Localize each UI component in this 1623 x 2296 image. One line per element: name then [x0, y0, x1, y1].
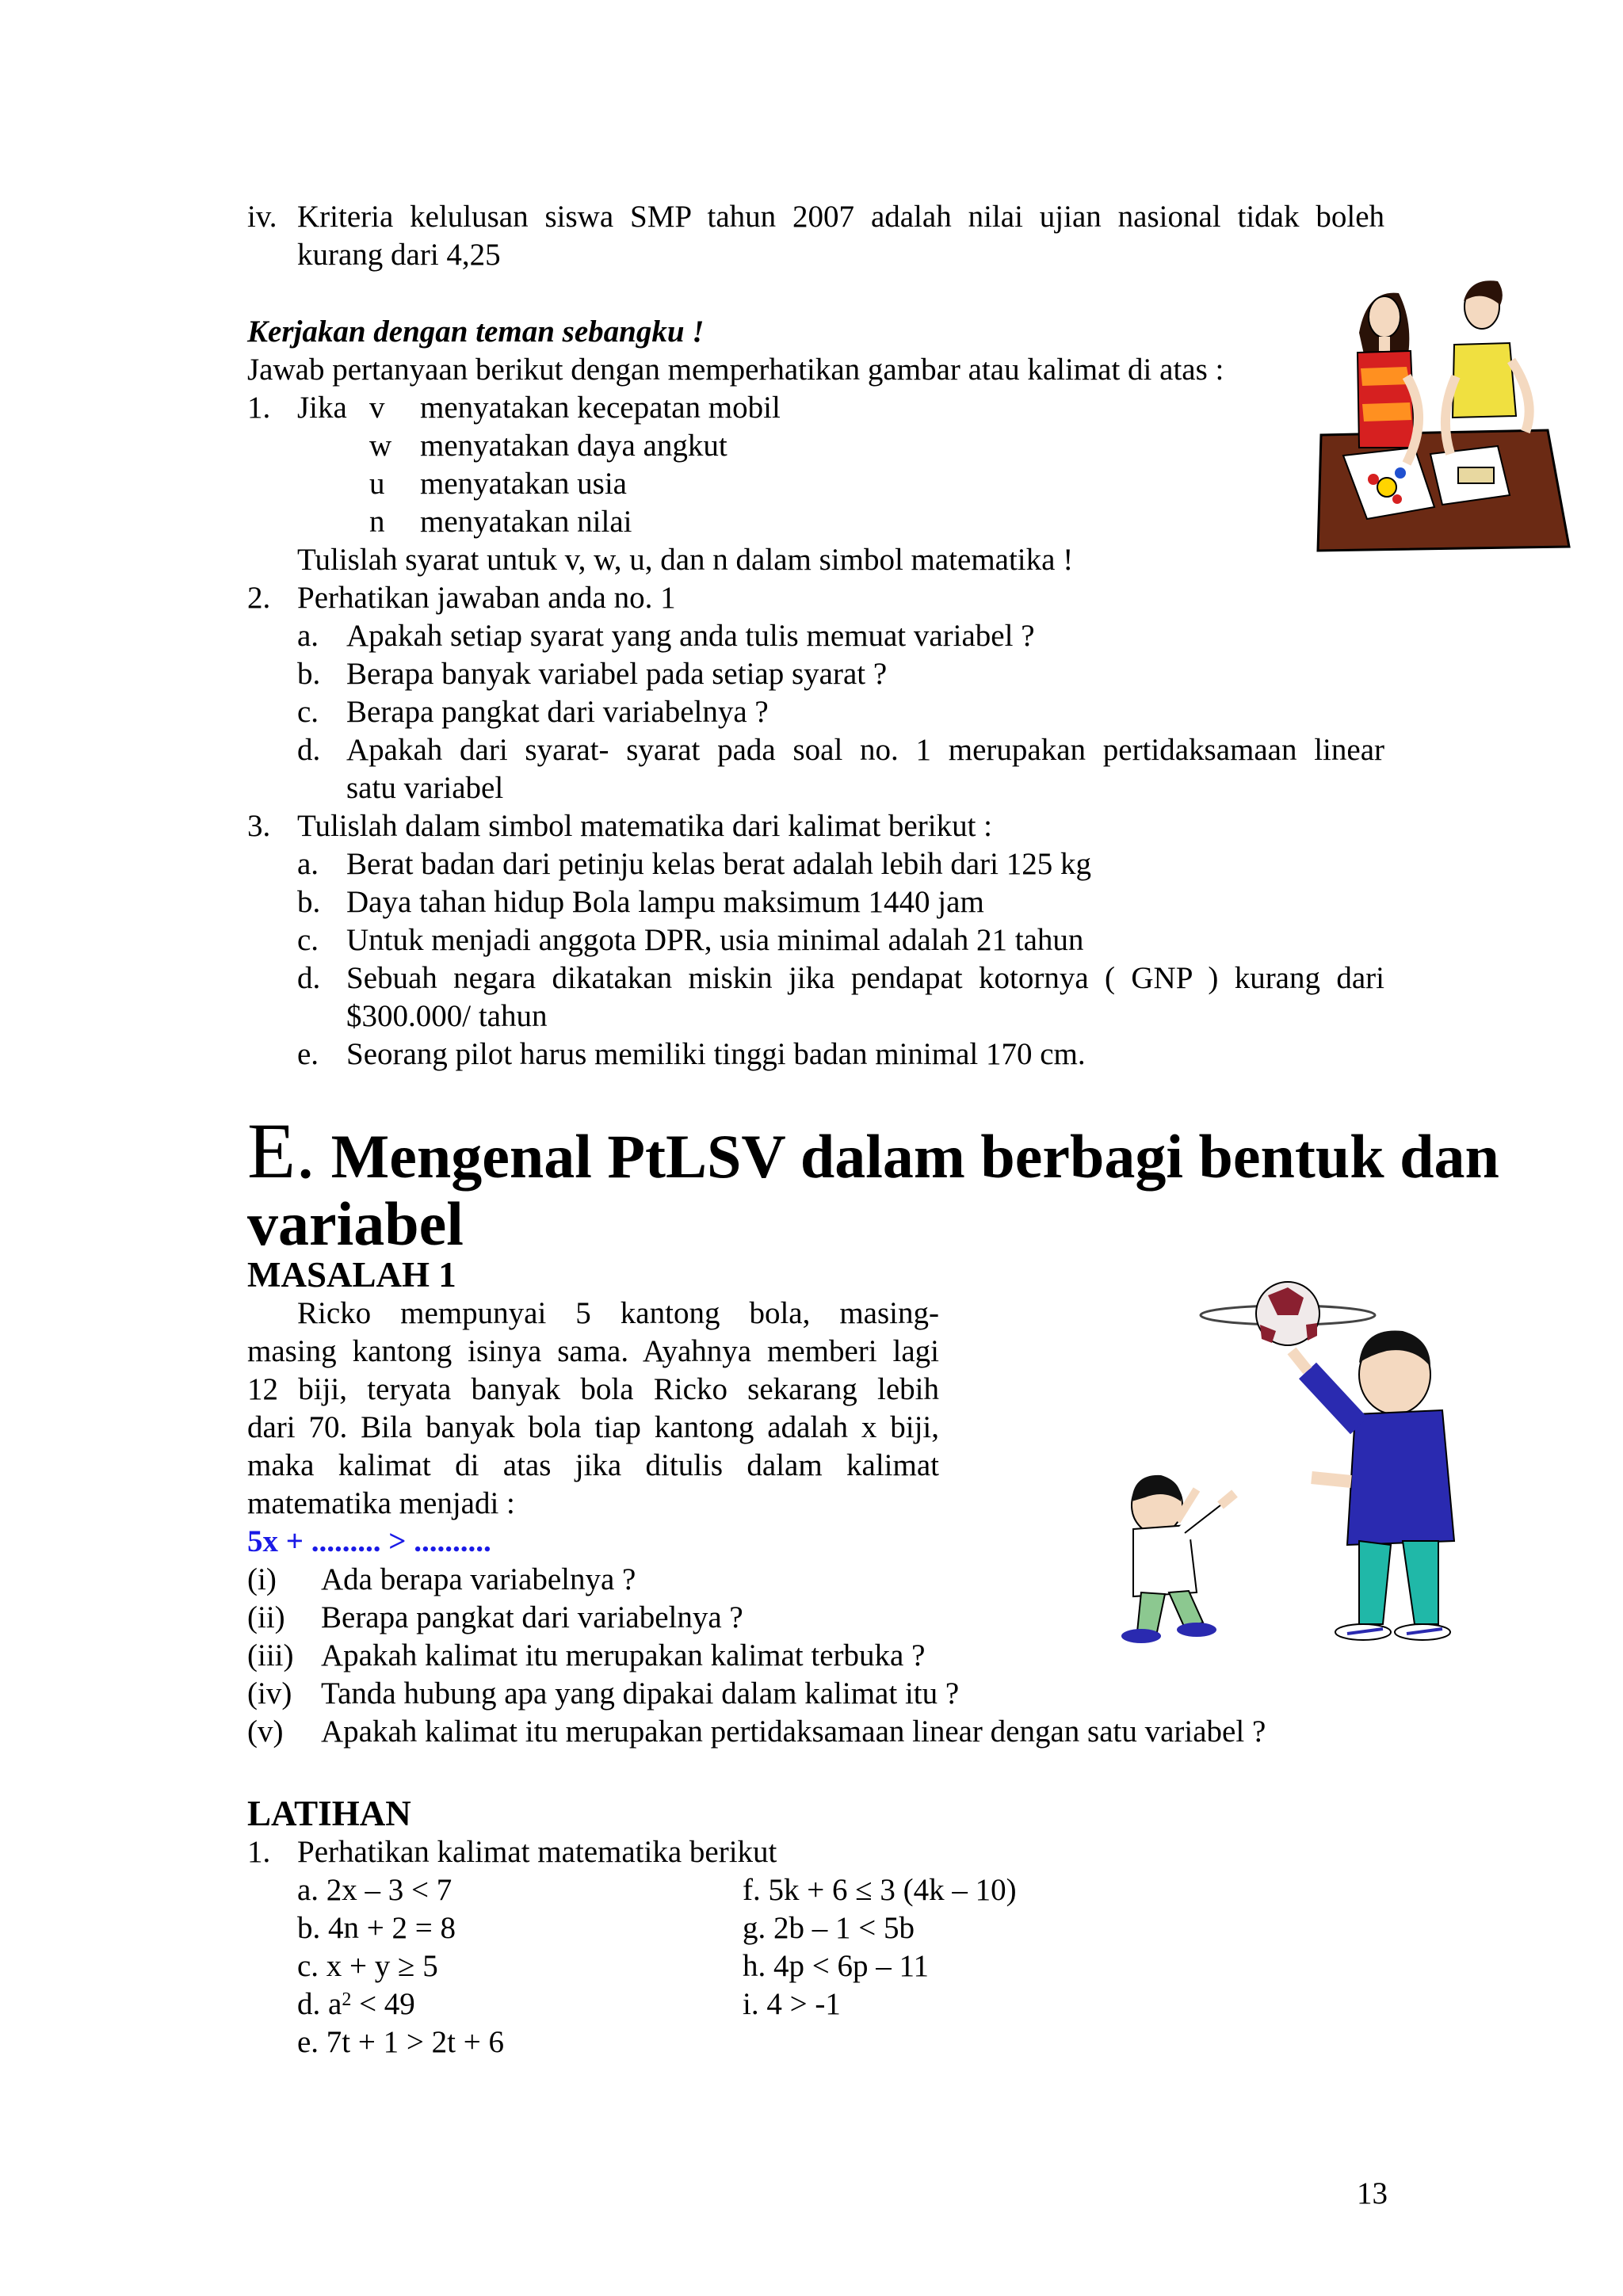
- q1-instruction: Tulislah syarat untuk v, w, u, dan n dalam simbol matematika !: [297, 543, 1074, 577]
- latihan-item-g: g. 2b – 1 < 5b: [743, 1911, 915, 1945]
- q2-text: Perhatikan jawaban anda no. 1: [297, 581, 676, 615]
- q2-label-b: b.: [297, 657, 321, 691]
- masalah-q1-marker: (i): [247, 1562, 277, 1596]
- latihan-heading: LATIHAN: [247, 1794, 411, 1833]
- q1-var-v-desc: menyatakan kecepatan mobil: [420, 391, 781, 425]
- masalah-q2: Berapa pangkat dari variabelnya ?: [321, 1600, 743, 1634]
- masalah-q4-marker: (iv): [247, 1676, 292, 1711]
- masalah-line1: Ricko mempunyai 5 kantong bola, masing-: [297, 1296, 939, 1330]
- q3-d-line1: Sebuah negara dikatakan miskin jika pendapat kotornya ( GNP ) kurang dari: [346, 961, 1384, 995]
- latihan-item-h: h. 4p < 6p – 11: [743, 1949, 930, 1983]
- q2-number: 2.: [247, 581, 271, 615]
- q1-var-n: n: [369, 505, 385, 539]
- q3-label-b: b.: [297, 885, 321, 919]
- masalah-formula: 5x + ......... > ..........: [247, 1524, 491, 1558]
- masalah-q5-marker: (v): [247, 1714, 284, 1749]
- item-iv-marker: iv.: [247, 200, 277, 234]
- latihan-item-d-base: d. a: [297, 1987, 342, 2021]
- item-iv-line2: kurang dari 4,25: [297, 238, 501, 272]
- q1-var-v: v: [369, 391, 385, 425]
- q3-label-e: e.: [297, 1037, 319, 1071]
- masalah-q1: Ada berapa variabelnya ?: [321, 1562, 636, 1596]
- q2-label-c: c.: [297, 695, 319, 729]
- latihan-item-e: e. 7t + 1 > 2t + 6: [297, 2025, 504, 2059]
- q1-var-w: w: [369, 429, 392, 463]
- latihan-item-f: f. 5k + 6 ≤ 3 (4k – 10): [743, 1873, 1017, 1907]
- q3-label-c: c.: [297, 923, 319, 957]
- q2-c: Berapa pangkat dari variabelnya ?: [346, 695, 769, 729]
- masalah-line3: 12 biji, teryata banyak bola Ricko sekarang lebih: [247, 1372, 939, 1406]
- q2-b: Berapa banyak variabel pada setiap syarat ?: [346, 657, 888, 691]
- children-drawing-illustration: [1312, 257, 1573, 555]
- q2-d-line2: satu variabel: [346, 771, 504, 805]
- item-iv-line1: Kriteria kelulusan siswa SMP tahun 2007 adalah nilai ujian nasional tidak boleh: [297, 200, 1384, 234]
- masalah-q3-marker: (iii): [247, 1638, 294, 1672]
- q3-label-a: a.: [297, 847, 319, 881]
- masalah-line4: dari 70. Bila banyak bola tiap kantong adalah x biji,: [247, 1410, 939, 1444]
- q1-var-u-desc: menyatakan usia: [420, 467, 627, 501]
- latihan-item-d-rest: < 49: [351, 1987, 415, 2021]
- q2-d-line1: Apakah dari syarat- syarat pada soal no. 1 merupakan pertidaksamaan linear: [346, 733, 1384, 767]
- q1-number: 1.: [247, 391, 271, 425]
- section-e-title-line1: [247, 1107, 1499, 1195]
- q3-c: Untuk menjadi anggota DPR, usia minimal adalah 21 tahun: [346, 923, 1084, 957]
- section-e-letter: E.: [247, 1107, 316, 1195]
- section-e-title1: Mengenal PtLSV dalam berbagi bentuk dan: [330, 1122, 1499, 1191]
- q3-d-line2: $300.000/ tahun: [346, 999, 548, 1033]
- latihan-item-b: b. 4n + 2 = 8: [297, 1911, 456, 1945]
- latihan-item-d: [297, 1985, 415, 2023]
- masalah-line5: maka kalimat di atas jika ditulis dalam kalimat: [247, 1448, 939, 1482]
- masalah-line2: masing kantong isinya sama. Ayahnya memberi lagi: [247, 1334, 939, 1368]
- masalah-q4: Tanda hubung apa yang dipakai dalam kalimat itu ?: [321, 1676, 960, 1711]
- q3-e: Seorang pilot harus memiliki tinggi badan minimal 170 cm.: [346, 1037, 1086, 1071]
- q3-label-d: d.: [297, 961, 321, 995]
- q3-text: Tulislah dalam simbol matematika dari kalimat berikut :: [297, 809, 992, 843]
- q1-jika: Jika: [297, 391, 347, 425]
- q3-a: Berat badan dari petinju kelas berat adalah lebih dari 125 kg: [346, 847, 1091, 881]
- masalah-q2-marker: (ii): [247, 1600, 285, 1634]
- masalah-q5: Apakah kalimat itu merupakan pertidaksamaan linear dengan satu variabel ?: [321, 1714, 1266, 1749]
- q1-var-w-desc: menyatakan daya angkut: [420, 429, 727, 463]
- masalah-q3: Apakah kalimat itu merupakan kalimat terbuka ?: [321, 1638, 926, 1672]
- q3-number: 3.: [247, 809, 271, 843]
- q3-b: Daya tahan hidup Bola lampu maksimum 1440 jam: [346, 885, 984, 919]
- q2-label-a: a.: [297, 619, 319, 653]
- latihan-item-c: c. x + y ≥ 5: [297, 1949, 438, 1983]
- group-task-heading: Kerjakan dengan teman sebangku !: [247, 315, 705, 349]
- father-son-ball-illustration: [1109, 1276, 1474, 1648]
- latihan-number: 1.: [247, 1835, 271, 1869]
- q2-label-d: d.: [297, 733, 321, 767]
- group-task-intro: Jawab pertanyaan berikut dengan memperhatikan gambar atau kalimat di atas :: [247, 353, 1224, 387]
- latihan-item-a: a. 2x – 3 < 7: [297, 1873, 453, 1907]
- latihan-item-d-exponent: 2: [342, 1989, 352, 2010]
- q1-var-u: u: [369, 467, 385, 501]
- masalah-heading: MASALAH 1: [247, 1255, 456, 1295]
- q2-a: Apakah setiap syarat yang anda tulis memuat variabel ?: [346, 619, 1035, 653]
- latihan-item-i: i. 4 > -1: [743, 1987, 841, 2021]
- masalah-line6: matematika menjadi :: [247, 1486, 515, 1520]
- q1-var-n-desc: menyatakan nilai: [420, 505, 632, 539]
- page-number: 13: [1357, 2176, 1388, 2210]
- latihan-text: Perhatikan kalimat matematika berikut: [297, 1835, 777, 1869]
- section-e-title2: variabel: [247, 1189, 464, 1258]
